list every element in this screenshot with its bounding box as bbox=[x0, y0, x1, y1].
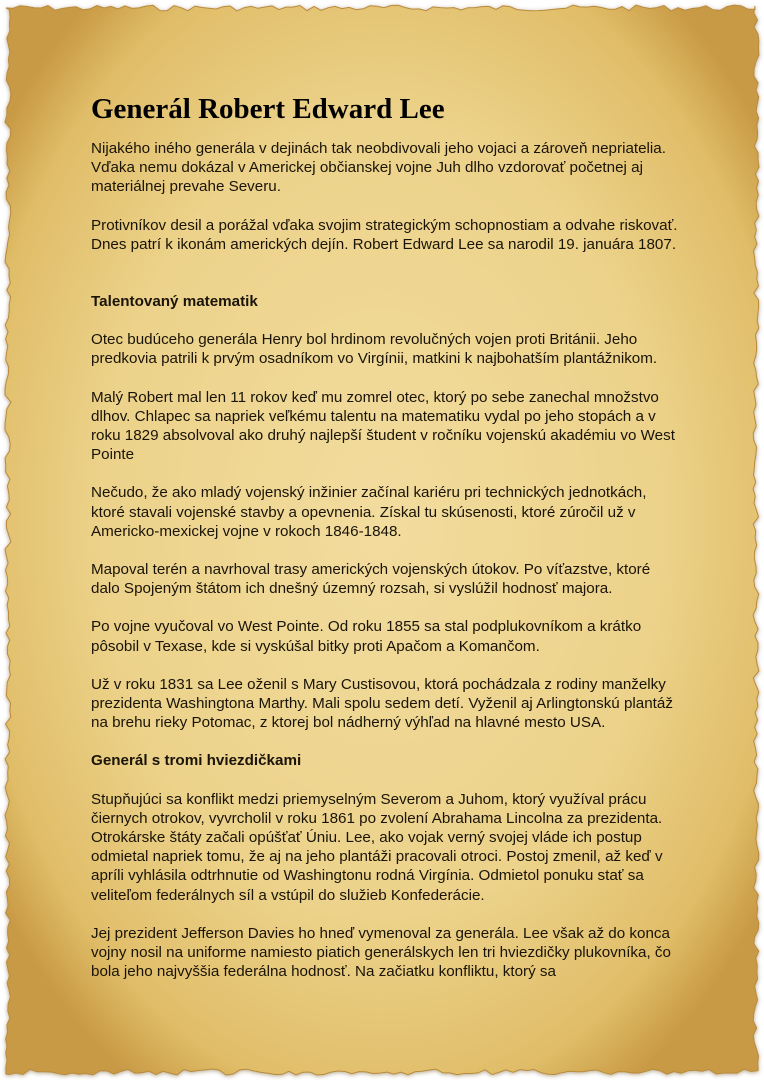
intro-paragraph: Protivníkov desil a porážal vďaka svojim strategickým schopnostiam a odvahe riskovať. Dnes patrí k ikonám amerických dejín. Robert Edward Lee sa narodil 19. januára 1807. bbox=[91, 216, 678, 253]
section-paragraph: Už v roku 1831 sa Lee oženil s Mary Custisovou, ktorá pochádzala z rodiny manželky prezidenta Washingtona Marthy. Mali spolu sedem detí. Vyženil aj Arlingtonskú plantáž na brehu rieky Potomac, z ktorej bol nádherný výhľad na hlavné mesto USA. bbox=[91, 675, 673, 732]
article-title: Generál Robert Edward Lee bbox=[91, 93, 445, 125]
intro-paragraph: Nijakého iného generála v dejinách tak neobdivovali jeho vojaci a zároveň nepriatelia. Vďaka nemu dokázal v Americkej občianskej vojne Juh dlho vzdorovať početnej aj materiálnej prevahe Severu. bbox=[91, 140, 666, 196]
section-paragraph: Mapoval terén a navrhoval trasy amerických vojenských útokov. Po víťazstve, ktoré dalo Spojeným štátom ich dnešný územný rozsah, si vyslúžil hodnosť majora. bbox=[91, 561, 651, 598]
section-heading: Generál s tromi hviezdičkami bbox=[91, 752, 302, 770]
section-paragraph: Otec budúceho generála Henry bol hrdinom revolučných vojen proti Británii. Jeho predkovia patrili k prvým osadníkom vo Virgínii, matkini k najbohatším plantážnikom. bbox=[91, 331, 658, 368]
section-paragraph: Po vojne vyučoval vo West Pointe. Od roku 1855 sa stal podplukovníkom a krátko pôsobil v Texase, kde si vyskúšal bitky proti Apačom a Komančom. bbox=[91, 618, 642, 655]
section-paragraph: Jej prezident Jefferson Davies ho hneď vymenoval za generála. Lee však až do konca vojny nosil na uniforme namiesto piatich generálskych len tri hviezdičky plukovníka, čo bola jeho najvyššia federálna hodnosť. Na začiatku konfliktu, ktorý sa bbox=[91, 924, 671, 981]
section-paragraph: Stupňujúci sa konflikt medzi priemyselným Severom a Juhom, ktorý využíval prácu čiernych otrokov, vyvrcholil v roku 1861 po zvolení Abrahama Lincolna za prezidenta. Otrokárske štáty začali opúšťať Úniu. Lee, ako vojak verný svojej vláde ich postup odmietal napriek tomu, že aj na jeho plantáži pracovali otroci. Postoj zmenil, až keď v apríli vyhlásila odtrhnutie od Washingtonu rodná Virgínia. Odmietol ponuku stať sa veliteľom federálnych síl a vstúpil do služieb Konfederácie. bbox=[91, 790, 663, 904]
section-paragraph: Nečudo, že ako mladý vojenský inžinier začínal kariéru pri technických jednotkách, ktoré stavali vojenské stavby a opevnenia. Získal tu skúsenosti, ktoré zúročil už v Americko-mexickej vojne v rokoch 1846-1848. bbox=[91, 484, 647, 540]
article bbox=[91, 92, 681, 1001]
section-paragraph: Malý Robert mal len 11 rokov keď mu zomrel otec, ktorý po sebe zanechal množstvo dlhov. Chlapec sa napriek veľkému talentu na matematiku vydal po jeho stopách a v roku 1829 absolvoval ako druhý najlepší študent v ročníku vojenskú akadémiu vo West Pointe bbox=[91, 388, 675, 464]
section-heading: Talentovaný matematik bbox=[91, 293, 258, 311]
